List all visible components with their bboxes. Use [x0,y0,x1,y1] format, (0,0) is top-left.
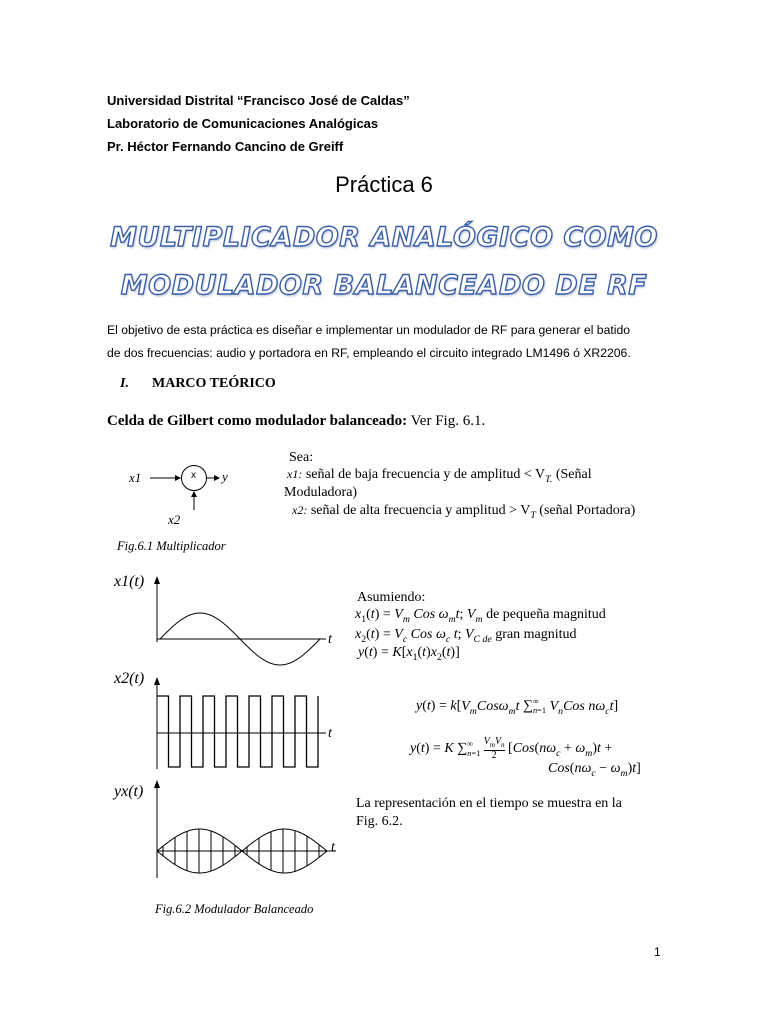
plot-y-t-label: t [331,840,335,855]
page-number: 1 [654,945,661,959]
assume-eq2: $x_2(t) = V_c$ Cos $\omega_c$ t; $V_{C de}$ gran magnitud [355,627,577,645]
sea-label: Sea: [289,450,314,465]
section-number: I. [120,376,129,391]
assume-eq1: $x_1(t) = V_m$ Cos $\omega_mt$; $V_m$ de pequeña magnitud [355,607,606,625]
sea-x1-text: señal de baja frecuencia y de amplitud < V [302,467,546,482]
sea-x1-line2: Moduladora) [284,485,358,500]
plot-y-label: yx(t) [114,783,144,800]
assume-eq2-v: V [464,627,474,642]
sea-x2-text: señal de alta frecuencia y amplitud > V [307,503,531,518]
plot-x1-t-label: t [328,632,332,647]
gilbert-rest: Ver Fig. 6.1. [407,413,486,429]
assume-eq3: $y(t) = K[x_1(t)x_2(t)]$ [358,645,460,663]
arrow-in-x1 [175,475,181,481]
plot-x2-label: x2(t) [114,670,145,687]
multiplier-diagram [120,455,260,530]
waveform-figure [100,568,345,928]
sea-x2-name: x2: [292,503,308,517]
assume-title: Asumiendo: [357,590,426,605]
sea-x1-line [287,467,592,485]
plot-x2-t-label: t [328,726,332,741]
equation-y-product-cont: $Cos(n\omega_c - \omega_m)t$] [548,761,641,779]
diagram-y-label: y [222,469,228,484]
time-text-line2: Fig. 6.2. [356,814,403,829]
fig62-caption: Fig.6.2 Modulador Balanceado [155,902,314,916]
sea-x1-tail: (Señal [552,467,592,482]
plot-x1 [154,576,326,665]
main-title-line1: MULTIPLICADOR ANALÓGICO COMO [110,222,658,253]
header-lab: Laboratorio de Comunicaciones Analógicas [107,116,379,131]
plot-x1-label: x1(t) [114,573,145,590]
sea-x1-name: x1: [287,467,303,481]
plot-y [154,780,336,878]
assume-eq2-tail: gran magnitud [491,627,577,642]
sea-x1-sub: T. [545,473,553,485]
equation-y-product: y(t) = K $\sum^\infty_{n=1}$ $V_mV_n$ 2 [$Cos(n\omega_c + \omega_m)t$ + [410,736,613,761]
assume-eq1-tail: de pequeña magnitud [482,607,606,622]
assume-eq2-sub: C de [473,633,492,645]
section-title: MARCO TEÓRICO [152,376,276,391]
time-text-line1: La representación en el tiempo se muestra en la [356,796,622,811]
sea-x2-tail: (señal Portadora) [535,503,636,518]
header-university: Universidad Distrital “Francisco José de Caldas” [107,93,410,108]
practice-title: Práctica 6 [335,172,433,197]
gilbert-line [107,413,485,430]
sea-x2-sub: T [530,509,536,521]
header-professor: Pr. Héctor Fernando Cancino de Greiff [107,139,344,154]
objective-line1: El objetivo de esta práctica es diseñar e implementar un modulador de RF para generar el batido [107,323,631,337]
x2-square-wave [157,696,318,767]
plot-x2 [154,677,326,769]
gilbert-bold: Celda de Gilbert como modulador balanceado: [107,413,408,429]
diagram-mult-symbol: x [191,470,196,481]
diagram-x1-label: x1 [129,470,142,485]
objective-line2: de dos frecuencias: audio y portadora en RF, empleando el circuito integrado LM1496 ó XR2206. [107,346,631,360]
diagram-x2-label: x2 [168,512,181,527]
arrow-in-x2 [191,491,197,497]
sea-x2-line [292,503,635,521]
fig61-caption: Fig.6.1 Multiplicador [117,539,226,553]
main-title-line2: MODULADOR BALANCEADO DE RF [120,270,648,301]
arrow-out-y [214,475,220,481]
equation-y-sum: $y(t) = k[V_mCos\omega_mt$ $\sum^\infty_{n=1}$ $V_nCos$ $n\omega_ct$] [416,697,619,717]
